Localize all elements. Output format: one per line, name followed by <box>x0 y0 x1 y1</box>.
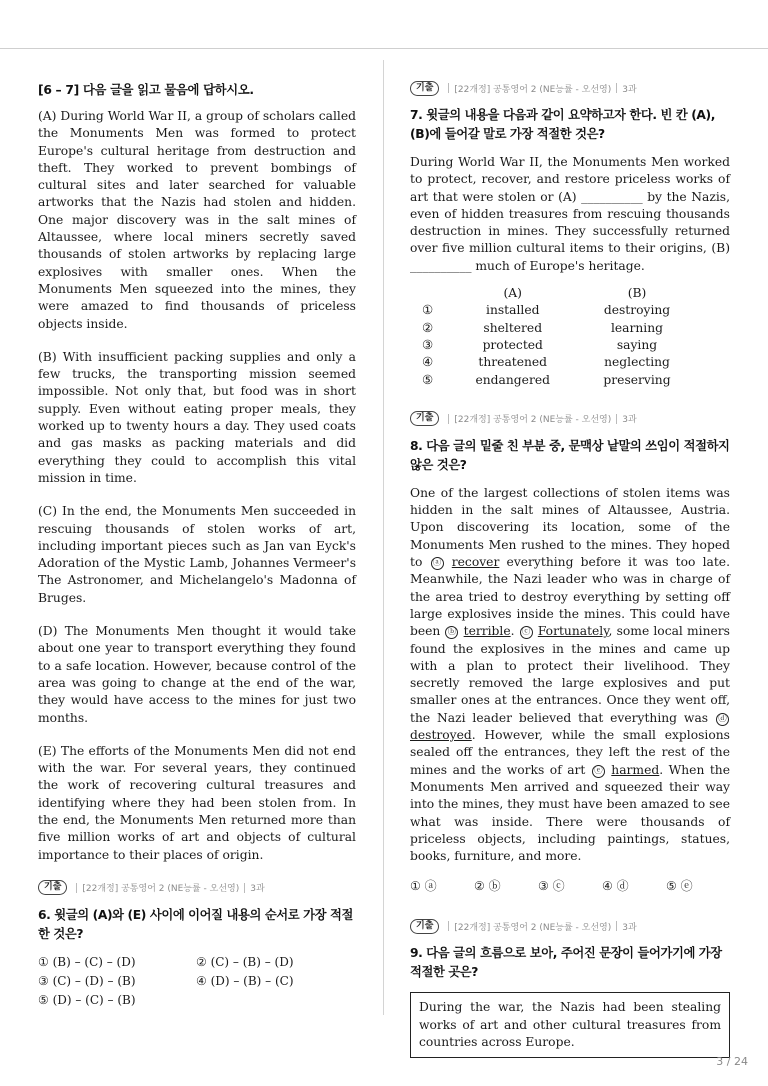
choice-3[interactable]: ③ ⓒ <box>538 879 565 894</box>
question-7-choice-table <box>410 285 710 389</box>
question-meta <box>410 80 730 96</box>
choice-a: threatened <box>478 355 548 370</box>
table-header <box>410 285 710 302</box>
choice-number: ① <box>422 303 434 318</box>
meta-separator <box>448 83 449 93</box>
passage-text: . When the Monuments Men arrived and squeezed their way into the mines, they must have been amazed to see what was inside. There were thousands of priceless objects, including paintings, statues, books, furniture, and more. <box>410 762 730 864</box>
choice-2[interactable]: ② ⓑ <box>474 879 501 894</box>
marker-e: ⓔ <box>592 765 605 778</box>
source-text: [22개정] 공통영어 2 (NE능률 - 오선영) <box>454 922 612 933</box>
underlined-word-c: Fortunately <box>537 624 609 639</box>
marker-a: ⓐ <box>431 557 444 570</box>
passage-paragraph-d: (D) The Monuments Men thought it would take about one year to transport everything they found to a safe location. However, because control of the area was going to change at the end of the war, they would have access to the mines for just two months. <box>38 624 356 725</box>
choice-number: ③ <box>422 337 434 352</box>
meta-separator <box>448 414 449 424</box>
table-row[interactable] <box>410 337 710 354</box>
question-7-summary: During World War II, the Monuments Men worked to protect, recover, and restore priceless works of art that were stolen or (A) __________ by the Nazis, even of hidden treasures from rescuing thousands destruction in mines. They successfully returned over five million cultural items to their origins, (B) __________ much of Europe's heritage. <box>410 155 730 273</box>
choice-a: protected <box>482 337 543 352</box>
marker-b: ⓑ <box>445 626 458 639</box>
choice-4[interactable]: ④ ⓓ <box>602 879 629 894</box>
meta-separator <box>616 83 617 93</box>
choice-b: preserving <box>603 372 671 387</box>
passage-paragraph-e: (E) The efforts of the Monuments Men did not end with the war. For several years, they continued the work of recovering cultural treasures and identifying where they had been stolen from. In the end, the Monuments Men returned more than five million works of art and objects of cultural importance to their places of origin. <box>38 743 356 862</box>
choice-5[interactable]: ⑤ (D) – (C) – (B) <box>38 992 136 1007</box>
lesson-text: 3과 <box>622 922 637 933</box>
table-row[interactable] <box>410 302 710 319</box>
choice-b: neglecting <box>604 355 670 370</box>
question-6-choices <box>38 954 356 1009</box>
choice-a: installed <box>486 303 540 318</box>
meta-separator <box>616 414 617 424</box>
section-heading: [6 – 7] 다음 글을 읽고 물음에 답하시오. <box>38 83 254 97</box>
left-column <box>38 76 356 1019</box>
page-number: 3 / 24 <box>716 1055 748 1068</box>
passage-text: One of the largest collections of stolen items was hidden in the salt mines of Altaussee, Austria. Upon discovering its location, some of the Monuments Men rushed to the mines. They hoped to <box>410 485 730 570</box>
passage-paragraph-b: (B) With insufficient packing supplies and only a few trucks, the transporting mission seemed impossible. Not only that, but food was in short supply. Even without eating proper meals, they worked up to twenty hours a day. They used coats and gas masks as packing materials and did everything they could to accomplish this vital mission in time. <box>38 349 356 485</box>
table-row[interactable] <box>410 320 710 337</box>
choice-3[interactable]: ③ (C) – (D) – (B) <box>38 973 136 988</box>
right-column <box>410 80 730 1058</box>
passage-text: . <box>510 624 519 639</box>
marker-d: ⓓ <box>716 713 729 726</box>
lesson-text: 3과 <box>622 84 637 95</box>
question-meta <box>410 411 730 427</box>
choice-2[interactable]: ② (C) – (B) – (D) <box>196 954 294 969</box>
column-a-header: (A) <box>503 286 522 301</box>
choice-b: saying <box>616 337 658 352</box>
source-badge: 기출 <box>410 919 439 934</box>
source-text: [22개정] 공통영어 2 (NE능률 - 오선영) <box>454 415 612 426</box>
column-b-header: (B) <box>627 286 647 301</box>
underlined-word-b: terrible <box>463 624 511 639</box>
passage-text: , some local miners found the explosives in the mines and came up with a plan to protect their livelihood. They secretly removed the large explosives and put smaller ones at the entrances. Once they went off, the Nazi leader believed that everything was <box>410 624 730 725</box>
source-text: [22개정] 공통영어 2 (NE능률 - 오선영) <box>82 884 240 895</box>
lesson-text: 3과 <box>622 415 637 426</box>
table-row[interactable] <box>410 354 710 371</box>
question-8-title: 8. 다음 글의 밑줄 친 부분 중, 문맥상 낱말의 쓰임이 적절하지 않은 것은? <box>410 438 730 472</box>
question-9-title: 9. 다음 글의 흐름으로 보아, 주어진 문장이 들어가기에 가장 적절한 곳은? <box>410 946 722 980</box>
choice-1[interactable]: ① (B) – (C) – (D) <box>38 954 136 969</box>
underlined-word-a: recover <box>451 555 500 570</box>
choice-4[interactable]: ④ (D) – (B) – (C) <box>196 973 294 988</box>
meta-separator <box>76 883 77 893</box>
question-7-title: 7. 윗글의 내용을 다음과 같이 요약하고자 한다. 빈 칸 (A), (B)에 들어갈 말로 가장 적절한 것은? <box>410 108 716 141</box>
question-meta <box>410 918 730 934</box>
choice-b: learning <box>610 320 664 335</box>
passage-text: . However, while the small explosions sealed off the entrances, they left the rest of the mines and the works of art <box>410 728 730 777</box>
meta-separator <box>616 921 617 931</box>
choice-1[interactable]: ① ⓐ <box>410 879 437 894</box>
header-rule <box>0 48 768 49</box>
column-divider <box>383 60 384 1015</box>
meta-separator <box>244 883 245 893</box>
marker-c: ⓒ <box>520 626 533 639</box>
passage-paragraph-a: (A) During World War II, a group of scholars called the Monuments Men was formed to protect Europe's cultural heritage from destruction and theft. They worked to prevent bombings of cultural sites and later searched for valuable artworks that the Nazis had stolen and hidden. One major discovery was in the salt mines of Altaussee, where local miners secretly saved thousands of stolen artworks by replacing large explosives with smaller ones. When the Monuments Men squeezed into the mines, they were amazed to find thousands of priceless objects inside. <box>38 109 356 331</box>
underlined-word-e: harmed <box>611 762 660 777</box>
choice-number: ⑤ <box>422 372 434 387</box>
choice-number: ④ <box>422 355 434 370</box>
choice-number: ② <box>422 320 434 335</box>
question-8-choices <box>410 877 730 894</box>
underlined-word-d: destroyed <box>410 728 472 743</box>
given-sentence-box: During the war, the Nazis had been stealing works of art and other cultural treasures from countries across Europe. <box>410 992 730 1058</box>
choice-b: destroying <box>603 303 671 318</box>
question-meta <box>38 880 356 896</box>
passage-paragraph-c: (C) In the end, the Monuments Men succeeded in rescuing thousands of stolen works of art, including important pieces such as Jan van Eyck's Adoration of the Mystic Lamb, Johannes Vermeer's The Astronomer, and Michelangelo's Madonna of Bruges. <box>38 504 356 605</box>
source-badge: 기출 <box>410 81 439 96</box>
meta-separator <box>448 921 449 931</box>
choice-a: sheltered <box>483 320 543 335</box>
question-8-passage <box>410 485 730 866</box>
choice-a: endangered <box>475 372 550 387</box>
choice-5[interactable]: ⑤ ⓔ <box>666 879 693 894</box>
source-badge: 기출 <box>410 411 439 426</box>
table-row[interactable] <box>410 372 710 389</box>
passage-text: everything before it was too late. Meanwhile, the Nazi leader who was in charge of the area tried to destroy everything by setting off large explosives inside the mines. This could have been <box>410 555 730 639</box>
lesson-text: 3과 <box>250 884 265 895</box>
question-6-title: 6. 윗글의 (A)와 (E) 사이에 이어질 내용의 순서로 가장 적절한 것은? <box>38 907 353 941</box>
source-badge: 기출 <box>38 880 67 895</box>
source-text: [22개정] 공통영어 2 (NE능률 - 오선영) <box>454 84 612 95</box>
